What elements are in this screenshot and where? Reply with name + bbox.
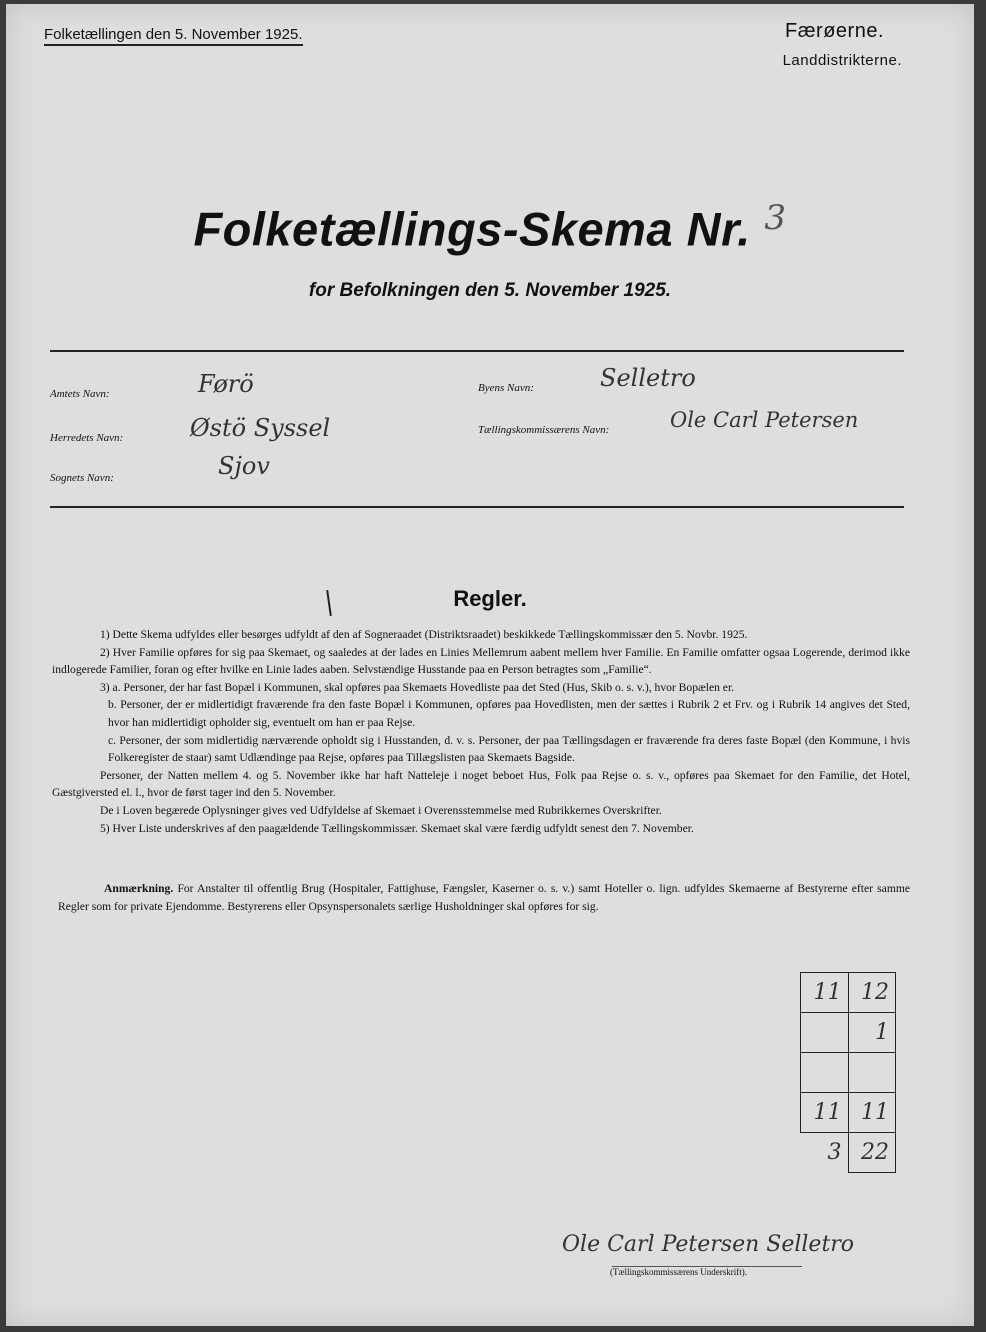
amt-value: Førö	[198, 370, 254, 398]
rules-body	[52, 626, 910, 837]
herred-label: Herredets Navn:	[50, 432, 124, 444]
tally-row	[801, 1053, 896, 1093]
form-title-text: Folketællings-Skema Nr.	[193, 202, 751, 256]
rule-5: 5) Hver Liste underskrives af den paagældende Tællingskommissær. Skemaet skal være færdig udfyldt senest den 7. November.	[100, 821, 694, 835]
amt-label: Amtets Navn:	[50, 388, 110, 400]
kommissaer-label: Tællingskommissærens Navn:	[478, 424, 610, 436]
signature-caption: (Tællingskommissærens Underskrift).	[610, 1267, 747, 1277]
tally-cell: 11	[848, 1093, 896, 1133]
rule-1: 1) Dette Skema udfyldes eller besørges udfyldt af den af Sogneraadet (Distriktsraadet) beskikkede Tællingskommissær den 5. Novbr. 1925.	[100, 628, 748, 641]
tally-cell: 11	[801, 973, 849, 1013]
tally-cell	[801, 1013, 849, 1053]
tally-row	[801, 1013, 896, 1053]
tally-total-row	[801, 1133, 896, 1173]
tally-total-persons: 22	[848, 1133, 896, 1173]
tally-table	[800, 972, 896, 1173]
rules-heading: Regler.	[453, 586, 527, 611]
herred-value: Østö Syssel	[190, 414, 331, 442]
by-value: Selletro	[600, 364, 696, 392]
tally-cell	[848, 1053, 896, 1093]
census-form-page	[6, 4, 974, 1326]
rule-2: 2) Hver Familie opføres for sig paa Skemaet, og saaledes at der lades en Linies Mellemrum aabent mellem hver Familie. En Familie omfatter ogsaa Logerende, derimod ikke indlogerede Familier, foran og efter hvilke en Linie lades aaben. Selvstændige Husstande paa en Person betragtes som „Familie“.	[52, 645, 910, 677]
commissioner-signature: Ole Carl Petersen Selletro	[562, 1232, 855, 1257]
kommissaer-value: Ole Carl Petersen	[670, 408, 859, 432]
note-text: For Anstalter til offentlig Brug (Hospitaler, Fattighuse, Fængsler, Kaserner o. s. v.) samt Hoteller o. lign. udfyldes Skemaerne af Bestyrerne efter samme Regler som for private Ejendomme. Bestyrerens eller Opsynspersonalets særlige Husholdninger skal opføres for sig.	[58, 882, 911, 913]
rule-3a: 3) a. Personer, der har fast Bopæl i Kommunen, skal opføres paa Skemaets Hovedliste paa det Sted (Hus, Skib o. s. v.), hvor Bopælen er.	[100, 680, 735, 694]
region-subtitle: Landdistrikterne.	[782, 52, 902, 69]
census-date-header: Folketællingen den 5. November 1925.	[44, 26, 303, 46]
form-number: 3	[764, 198, 787, 238]
note-paragraph	[58, 880, 910, 916]
sogn-value: Sjov	[218, 452, 270, 480]
by-label: Byens Navn:	[478, 382, 534, 394]
tally-row	[801, 1093, 896, 1133]
sogn-label: Sognets Navn:	[50, 472, 114, 484]
divider-bottom	[50, 506, 904, 508]
rule-4: Personer, der Natten mellem 4. og 5. November ikke har haft Natteleje i noget beboet Hus, Folk paa Rejse o. s. v., opføres paa Skemaet for den Familie, det Hotel, Gæstgiversted el. l., hvor de først tager ind den 5. November.	[52, 768, 910, 800]
rule-3b: b. Personer, der er midlertidigt fraværende fra den faste Bopæl i Kommunen, opføres paa Hovedlisten, men der sættes i Rubrik 2 et Frv. og i Rubrik 14 angives det Sted, hvor han midlertidigt opholder sig, eventuelt om han er paa Rejse.	[108, 698, 910, 729]
tally-cell	[801, 1053, 849, 1093]
tally-total-households: 3	[827, 1140, 842, 1166]
form-title	[6, 198, 974, 257]
rule-3c: c. Personer, der som midlertidig nærværende opholdt sig i Husstanden, d. v. s. Personer, der paa Tællingsdagen er fraværende fra deres faste Bopæl (den Kommune, i hvis Folkeregister de staar) samt Udlændinge paa Rejse, opføres paa Tillægslisten paa Skemaets Bagside.	[108, 733, 910, 765]
tally-cell: 1	[848, 1013, 896, 1053]
rule-4b: De i Loven begærede Oplysninger gives ved Udfyldelse af Skemaet i Overensstemmelse med Rubrikkernes Overskrifter.	[100, 803, 662, 817]
note-label: Anmærkning.	[104, 882, 174, 895]
tally-cell: 11	[801, 1093, 849, 1133]
tally-box	[800, 972, 896, 1173]
region-title: Færøerne.	[785, 20, 884, 42]
tally-cell: 12	[848, 973, 896, 1013]
tally-row	[801, 973, 896, 1013]
divider-top	[50, 350, 904, 352]
form-subtitle: for Befolkningen den 5. November 1925.	[308, 280, 672, 301]
